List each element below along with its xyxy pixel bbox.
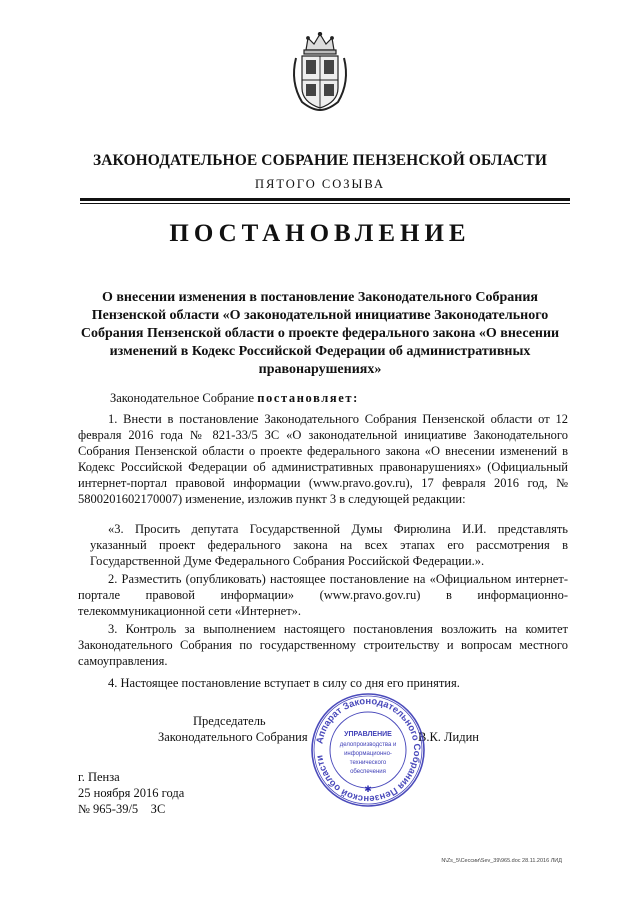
document-title: ПОСТАНОВЛЕНИЕ bbox=[169, 220, 471, 247]
city: г. Пенза bbox=[78, 770, 120, 784]
header-divider-thick bbox=[80, 198, 570, 201]
seal-line-5: обеспечения bbox=[350, 769, 386, 775]
header-divider-thin bbox=[80, 203, 570, 204]
intro-paragraph bbox=[110, 390, 570, 406]
intro-keyword: постановляет: bbox=[257, 391, 359, 405]
place-block bbox=[78, 769, 184, 817]
seal-line-1: УПРАВЛЕНИЕ bbox=[344, 731, 392, 738]
official-seal-stamp bbox=[310, 692, 426, 808]
seal-star-icon: ✱ bbox=[364, 784, 372, 794]
quoted-amendment: «3. Просить депутата Государственной Думы Фирюлина И.И. представлять указанный проект федерального закона на всех этапах его рассмотрения в Государственной Думе Федерального Собрания Российской Федерации.». bbox=[90, 522, 568, 568]
convocation: ПЯТОГО СОЗЫВА bbox=[254, 177, 386, 191]
document-number: № 965-39/5 ЗС bbox=[78, 802, 166, 816]
intro-text: Законодательное Собрание bbox=[110, 391, 258, 405]
seal-line-4: технического bbox=[349, 760, 387, 766]
file-path-footer: N\Zs_5\Сессии\Sev_39\965.doc 28.11.2016 ЛИД bbox=[441, 858, 562, 864]
item-2: 2. Разместить (опубликовать) настоящее постановление на «Официальном интернет-портале правовой информации» (www.pravo.gov.ru) в информационно-телекоммуникационной сети «Интернет». bbox=[78, 572, 568, 618]
seal-ring-text: Аппарат Законодательного Собрания Пензенской области bbox=[314, 695, 423, 805]
document-subject: О внесении изменения в постановление Законодательного Собрания Пензенской области «О законодательной инициативе Законодательного Собрания Пензенской области о проекте федерального закона «О внесении изменений в Кодекс Российской Федерации об административных правонарушениях» bbox=[80, 290, 560, 377]
item-3: 3. Контроль за выполнением настоящего постановления возложить на комитет Законодательного Собрания по государственному строительству и вопросам местного самоуправления. bbox=[78, 622, 568, 668]
seal-line-3: информационно- bbox=[344, 751, 392, 757]
seal-line-2: делопроизводства и bbox=[339, 742, 397, 748]
signatory-title-line2: Законодательного Собрания bbox=[158, 730, 308, 744]
item-4: 4. Настоящее постановление вступает в силу со дня его принятия. bbox=[108, 676, 460, 690]
coat-of-arms-emblem bbox=[288, 32, 352, 112]
document-date: 25 ноября 2016 года bbox=[78, 786, 185, 800]
item-1: 1. Внести в постановление Законодательного Собрания Пензенской области от 12 февраля 2016 года № 821-33/5 ЗС «О законодательной инициативе Законодательного Собрания Пензенской области о проекте федерального закона «О внесении изменений в Кодекс Российской Федерации об административных правонарушениях» (Официальный интернет-портал правовой информации (www.pravo.gov.ru), 17 февраля 2016 год, № 5800201602170007) изменение, изложив пункт 3 в следующей редакции: bbox=[78, 412, 568, 506]
signatory-title-line1: Председатель bbox=[193, 714, 266, 728]
organization-name: ЗАКОНОДАТЕЛЬНОЕ СОБРАНИЕ ПЕНЗЕНСКОЙ ОБЛАСТИ bbox=[92, 152, 548, 169]
signatory-name: В.К. Лидин bbox=[418, 730, 479, 744]
